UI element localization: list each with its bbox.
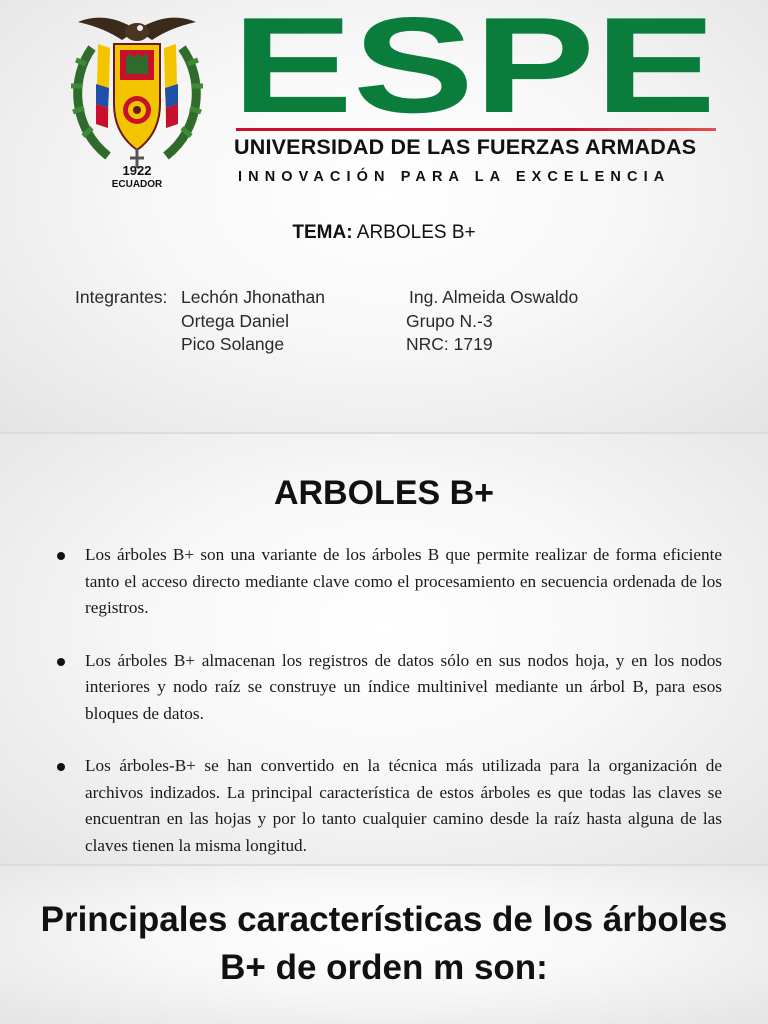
student-name: Ortega Daniel xyxy=(181,310,289,331)
slide-title: Principales características de los árboles B+ de orden m son: xyxy=(40,900,728,987)
characteristics-slide xyxy=(0,866,768,1024)
student-name: Lechón Jhonathan xyxy=(181,287,326,307)
instructor-name: Ing. Almeida Oswaldo xyxy=(409,287,579,307)
members-label: Integrantes: xyxy=(75,287,168,307)
university-motto: INNOVACIÓN PARA LA EXCELENCIA xyxy=(238,169,671,185)
university-name: UNIVERSIDAD DE LAS FUERZAS ARMADAS xyxy=(234,135,697,159)
espe-wordmark-logo xyxy=(228,6,720,124)
ecuador-crest-icon xyxy=(52,8,222,190)
nrc-code: NRC: 1719 xyxy=(406,334,493,354)
bullet-list xyxy=(56,542,722,864)
crest-year: 1922 xyxy=(122,163,152,178)
crest-country: ECUADOR xyxy=(111,179,163,190)
student-name: Pico Solange xyxy=(181,334,285,354)
title-slide xyxy=(0,0,768,432)
course-info-list xyxy=(406,286,578,357)
list-item: Los árboles B+ almacenan los registros de datos sólo en sus nodos hoja, y en los nodos interiores y nodo raíz se construye un índice multinivel mediante un árbol B, para esos bloques de datos. xyxy=(56,648,722,728)
members-label-block xyxy=(75,286,167,310)
topic-value: ARBOLES B+ xyxy=(356,222,476,243)
definition-slide xyxy=(0,434,768,864)
espe-wordmark: ESPE xyxy=(232,6,716,124)
student-list xyxy=(181,286,325,357)
brand-divider xyxy=(236,128,716,131)
slide-title: ARBOLES B+ xyxy=(273,474,495,512)
topic-line xyxy=(0,222,768,244)
topic-label: TEMA: xyxy=(292,222,353,243)
list-item: Los árboles-B+ se han convertido en la técnica más utilizada para la organización de archivos indizados. La principal característica de estos árboles es que todas las claves se encuentran en las hojas y por lo tanto cualquier camino desde la raíz hasta alguna de las claves tienen la misma longitud. xyxy=(56,753,722,859)
group-number: Grupo N.-3 xyxy=(406,310,493,331)
list-item: Los árboles B+ son una variante de los árboles B que permite realizar de forma eficiente tanto el acceso directo mediante clave como el procesamiento en secuencia ordenada de los registros. xyxy=(56,542,722,622)
